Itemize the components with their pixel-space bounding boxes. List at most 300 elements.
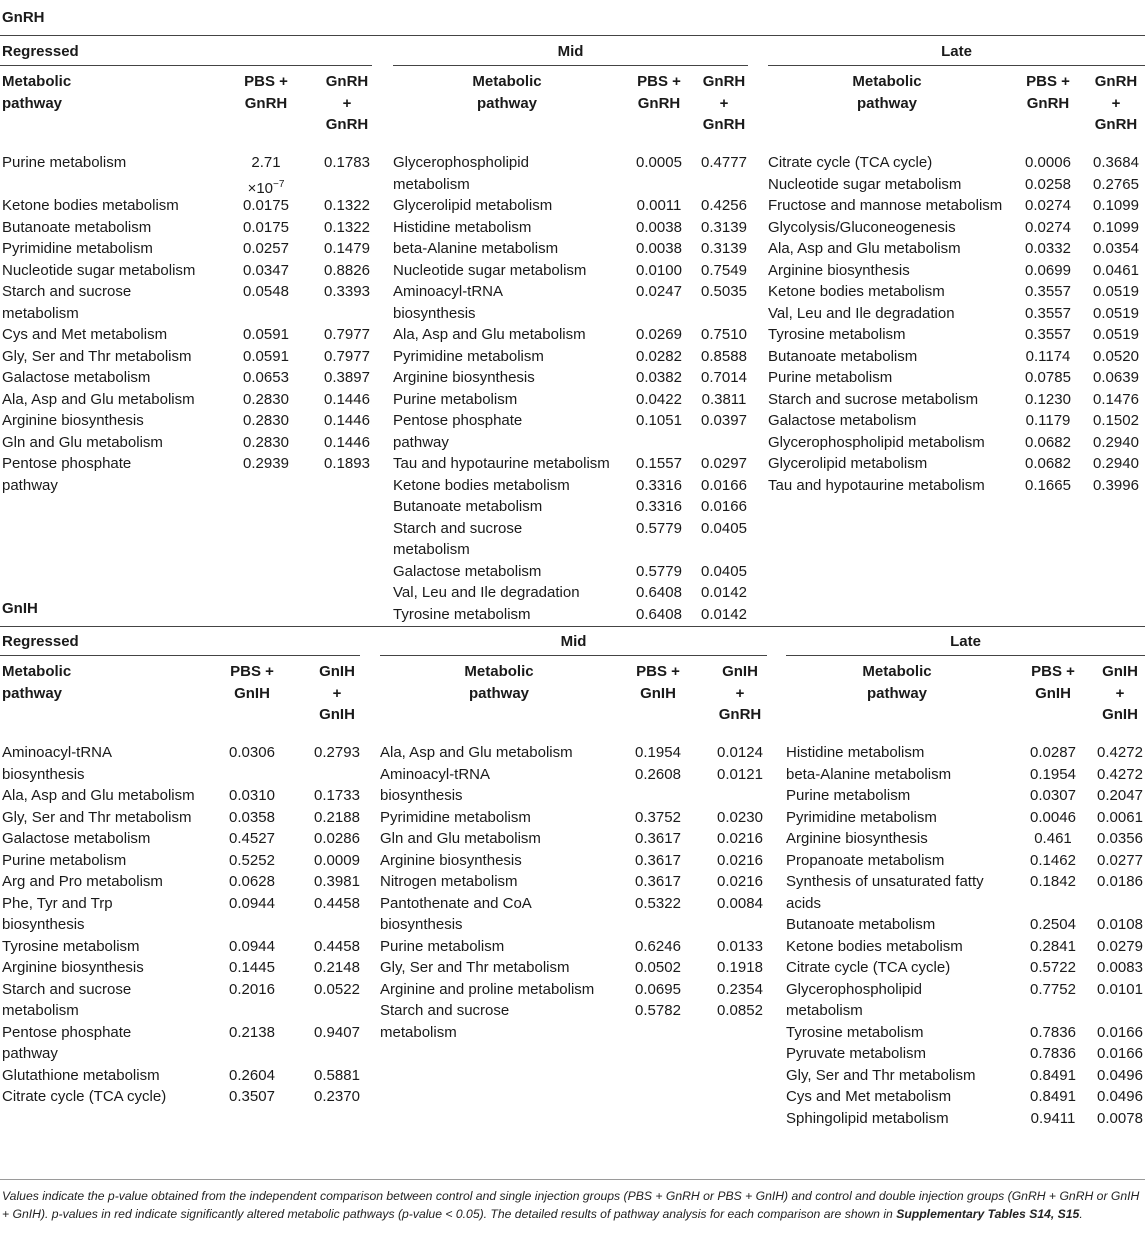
p-value-single: 0.3316 <box>636 498 682 515</box>
pathway-name: Aminoacyl-tRNA biosynthesis <box>380 765 491 804</box>
pathway-name: Galactose metabolism <box>2 369 151 386</box>
p-value-double: 0.1502 <box>1093 412 1139 429</box>
col-header-double-injection: GnIH + GnIH <box>319 663 355 723</box>
p-value-double: 0.0230 <box>717 808 763 826</box>
pathway-name: Glycerolipid metabolism <box>393 197 553 214</box>
p-value-double: 0.0216 <box>717 830 763 847</box>
col-header-pathway: Metabolic pathway <box>862 663 932 702</box>
pathway-name: Purine metabolism <box>393 390 518 408</box>
p-value-single: 0.0591 <box>243 347 289 365</box>
p-value-double: 0.4777 <box>701 154 747 171</box>
p-value-double: 0.1733 <box>314 787 360 804</box>
panel-rule <box>393 65 748 66</box>
col-header-single-injection: PBS + GnIH <box>230 663 274 702</box>
p-value-single: 0.1842 <box>1030 873 1076 890</box>
p-value-single: 0.1665 <box>1025 476 1071 494</box>
pathway-name: Butanoate metabolism <box>393 498 543 515</box>
pathway-name: Glycolysis/Gluconeogenesis <box>768 218 956 236</box>
p-value-single: 0.0502 <box>635 959 681 976</box>
pathway-name: Gly, Ser and Thr metabolism <box>380 959 570 976</box>
p-value-double: 0.0166 <box>701 476 747 494</box>
p-value-single: 0.9411 <box>1030 1109 1076 1127</box>
panel-title-gnrh-late: Late <box>941 43 972 60</box>
p-value-double: 0.1099 <box>1093 218 1139 236</box>
p-value-single: 0.1557 <box>636 455 682 472</box>
p-value-single: 0.2841 <box>1030 937 1076 955</box>
p-value-double: 0.3981 <box>314 873 360 890</box>
pathway-name: Phe, Tyr and Trp biosynthesis <box>2 894 113 933</box>
pathway-name: Pyrimidine metabolism <box>380 808 531 826</box>
pathway-name: Ala, Asp and Glu metabolism <box>393 326 586 343</box>
p-value-double: 0.1446 <box>324 390 370 408</box>
col-header-single-injection: PBS + GnRH <box>1026 73 1070 112</box>
pathway-name: beta-Alanine metabolism <box>393 240 559 257</box>
p-value-double: 0.0405 <box>701 519 747 537</box>
p-value-double: 0.0519 <box>1093 283 1139 300</box>
col-header-double-injection: GnRH + GnRH <box>325 73 369 133</box>
p-value-single: 0.3557 <box>1025 283 1071 300</box>
p-value-single: 0.0257 <box>243 240 289 257</box>
p-value-single: 0.0269 <box>636 326 682 343</box>
col-header-single-injection: PBS + GnIH <box>1031 663 1075 702</box>
pathway-name: Arginine biosynthesis <box>2 412 144 429</box>
pathway-name: Galactose metabolism <box>768 412 917 429</box>
p-value-single: 0.0011 <box>636 197 682 214</box>
p-value-single: 0.0247 <box>636 283 682 300</box>
pathway-name: Citrate cycle (TCA cycle) <box>786 959 951 976</box>
p-value-double: 0.0084 <box>717 894 763 912</box>
pathway-name: Arginine biosynthesis <box>786 830 928 847</box>
p-value-single: 0.0306 <box>229 744 275 761</box>
section-divider <box>0 626 1145 627</box>
p-value-single: 0.5782 <box>635 1002 681 1019</box>
panel-title-gnih-mid: Mid <box>560 633 587 650</box>
panel-rule <box>786 655 1145 656</box>
supplementary-tables-ref: Supplementary Tables S14, S15 <box>896 1206 1080 1221</box>
pathway-name: Starch and sucrose metabolism <box>380 1002 510 1041</box>
pathway-name: Nitrogen metabolism <box>380 873 518 890</box>
p-value-single: 0.0282 <box>636 347 682 365</box>
p-value-double: 0.1783 <box>324 154 370 171</box>
panel-rule <box>0 655 360 656</box>
p-value-double: 0.0520 <box>1093 347 1139 365</box>
p-value-single: 0.2830 <box>243 433 289 451</box>
p-value-single: 0.2138 <box>229 1023 275 1041</box>
p-value-single: 0.8491 <box>1030 1066 1076 1084</box>
p-value-single: 0.0175 <box>243 197 289 214</box>
section-title-gnrh: GnRH <box>2 9 45 26</box>
p-value-double: 0.7977 <box>324 347 370 365</box>
p-value-single: 0.0038 <box>636 218 682 236</box>
pathway-name: Ala, Asp and Glu metabolism <box>768 240 961 257</box>
p-value-single: 0.2830 <box>243 390 289 408</box>
p-value-double: 0.3996 <box>1093 476 1139 494</box>
pathway-name: Purine metabolism <box>2 851 127 869</box>
pathway-name: Glycerophospholipid metabolism <box>768 433 985 451</box>
p-value-double: 0.0354 <box>1093 240 1139 257</box>
p-value-single: 0.1051 <box>636 412 682 429</box>
p-value-single: 0.0422 <box>636 390 682 408</box>
pathway-name: Butanoate metabolism <box>768 347 918 365</box>
pathway-name: Arginine biosynthesis <box>393 369 535 386</box>
pathway-name: Arginine and proline metabolism <box>380 980 595 998</box>
p-value-single: 0.1174 <box>1025 347 1071 365</box>
pathway-name: Ketone bodies metabolism <box>768 283 945 300</box>
pathway-name: Galactose metabolism <box>2 830 151 847</box>
pathway-name: Glycerophospholipid metabolism <box>393 154 529 193</box>
p-value-single: 0.5779 <box>636 519 682 537</box>
pathway-name: Ala, Asp and Glu metabolism <box>2 390 195 408</box>
footnote-divider <box>0 1179 1145 1180</box>
pathway-name: Pyrimidine metabolism <box>393 347 544 365</box>
pathway-name: Fructose and mannose metabolism <box>768 197 1003 214</box>
pathway-name: Gln and Glu metabolism <box>2 433 163 451</box>
p-value-double: 0.0286 <box>314 830 360 847</box>
p-value-double: 0.2765 <box>1093 175 1139 193</box>
p-value-single: 0.0005 <box>636 154 682 171</box>
panel-rule <box>768 65 1145 66</box>
p-value-double: 0.0496 <box>1097 1066 1143 1084</box>
p-value-double: 0.1479 <box>324 240 370 257</box>
p-value-double: 0.1322 <box>324 218 370 236</box>
pathway-name: Butanoate metabolism <box>786 916 936 933</box>
p-value-single: 0.0175 <box>243 218 289 236</box>
p-value-double: 0.1446 <box>324 433 370 451</box>
pathway-name: Glycerolipid metabolism <box>768 455 928 472</box>
p-value-single: 0.0046 <box>1030 808 1076 826</box>
p-value-single: 0.2504 <box>1030 916 1076 933</box>
pathway-name: Nucleotide sugar metabolism <box>2 261 196 279</box>
panel-title-gnih-regressed: Regressed <box>2 633 79 650</box>
p-value-single: 0.3557 <box>1025 304 1071 322</box>
p-value-single: 0.2608 <box>635 765 681 783</box>
p-value-single: 0.1230 <box>1025 390 1071 408</box>
p-value-double: 0.0461 <box>1093 261 1139 279</box>
pathway-name: Glycerophospholipid metabolism <box>786 980 922 1019</box>
pathway-name: Tau and hypotaurine metabolism <box>393 455 610 472</box>
p-value-double: 0.1099 <box>1093 197 1139 214</box>
p-value-double: 0.0061 <box>1097 808 1143 826</box>
pathway-name: Tau and hypotaurine metabolism <box>768 476 985 494</box>
p-value-single: 0.1179 <box>1025 412 1071 429</box>
pathway-name: Gln and Glu metabolism <box>380 830 541 847</box>
p-value-single: 0.0038 <box>636 240 682 257</box>
p-value-single: 0.461 <box>1034 830 1072 847</box>
pathway-name: Ala, Asp and Glu metabolism <box>380 744 573 761</box>
col-header-pathway: Metabolic pathway <box>852 73 922 112</box>
panel-title-gnrh-regressed: Regressed <box>2 43 79 60</box>
p-value-single: 0.1445 <box>229 959 275 976</box>
pathway-name: Arg and Pro metabolism <box>2 873 163 890</box>
pathway-name: Pyrimidine metabolism <box>786 808 937 826</box>
p-value-double: 0.0124 <box>717 744 763 761</box>
col-header-pathway: Metabolic pathway <box>464 663 534 702</box>
p-value-single: 0.6408 <box>636 584 682 601</box>
p-value-single: 0.0258 <box>1025 175 1071 193</box>
pathway-name: Ketone bodies metabolism <box>786 937 963 955</box>
p-value-single: 0.2016 <box>229 980 275 998</box>
p-value-double: 0.3139 <box>701 218 747 236</box>
p-value-double: 0.2370 <box>314 1088 360 1105</box>
p-value-double: 0.3811 <box>701 390 747 408</box>
p-value-double: 0.0101 <box>1097 980 1143 998</box>
p-value-single: 0.3617 <box>635 873 681 890</box>
pathway-name: Synthesis of unsaturated fatty acids <box>786 873 984 912</box>
pathway-name: Gly, Ser and Thr metabolism <box>2 347 192 365</box>
panel-title-gnrh-mid: Mid <box>557 43 584 60</box>
p-value-double: 0.4256 <box>701 197 747 214</box>
p-value-single: 0.7836 <box>1030 1023 1076 1041</box>
pathway-name: Pentose phosphate pathway <box>393 412 523 451</box>
p-value-single: 0.3617 <box>635 830 681 847</box>
p-value-single: 0.1462 <box>1030 851 1076 869</box>
p-value-double: 0.0166 <box>1097 1045 1143 1062</box>
p-value-double: 0.9407 <box>314 1023 360 1041</box>
pathway-name: Pyruvate metabolism <box>786 1045 927 1062</box>
p-value-single: 0.0358 <box>229 808 275 826</box>
p-value-double: 0.7510 <box>701 326 747 343</box>
p-value-double: 0.0397 <box>701 412 747 429</box>
panel-rule <box>0 65 372 66</box>
pathway-name: Butanoate metabolism <box>2 218 152 236</box>
p-value-single: 0.1954 <box>635 744 681 761</box>
p-value-double: 0.4458 <box>314 937 360 955</box>
pathway-name: Pentose phosphate pathway <box>2 1023 132 1062</box>
col-header-double-injection: GnRH + GnRH <box>1094 73 1138 133</box>
p-value-single: 0.0695 <box>635 980 681 998</box>
p-value-single: 0.2830 <box>243 412 289 429</box>
p-value-double: 0.1322 <box>324 197 370 214</box>
pathway-name: Nucleotide sugar metabolism <box>768 175 962 193</box>
pathway-name: Purine metabolism <box>768 369 893 386</box>
p-value-single: 0.0006 <box>1025 154 1071 171</box>
p-value-double: 0.7014 <box>701 369 747 386</box>
p-value-single: 2.71 $\times 10^{-7}$ <box>247 154 285 197</box>
p-value-double: 0.2188 <box>314 808 360 826</box>
pathway-name: Tyrosine metabolism <box>393 605 531 623</box>
p-value-double: 0.4458 <box>314 894 360 912</box>
col-header-single-injection: PBS + GnRH <box>637 73 681 112</box>
p-value-single: 0.5722 <box>1030 959 1076 976</box>
p-value-single: 0.2939 <box>243 455 289 472</box>
col-header-double-injection: GnRH + GnRH <box>702 73 746 133</box>
p-value-double: 0.0356 <box>1097 830 1143 847</box>
pathway-name: Gly, Ser and Thr metabolism <box>786 1066 976 1084</box>
col-header-pathway: Metabolic pathway <box>2 73 72 112</box>
pathway-name: Cys and Met metabolism <box>786 1088 952 1105</box>
pathway-name: Tyrosine metabolism <box>786 1023 924 1041</box>
p-value-double: 0.0166 <box>1097 1023 1143 1041</box>
p-value-single: 0.0310 <box>229 787 275 804</box>
panel-rule <box>380 655 767 656</box>
pathway-name: Gly, Ser and Thr metabolism <box>2 808 192 826</box>
pathway-name: Pentose phosphate pathway <box>2 455 132 494</box>
p-value-double: 0.0277 <box>1097 851 1143 869</box>
p-value-single: 0.0274 <box>1025 218 1071 236</box>
col-header-single-injection: PBS + GnRH <box>244 73 288 112</box>
p-value-single: 0.0628 <box>229 873 275 890</box>
pathway-name: Citrate cycle (TCA cycle) <box>2 1088 167 1105</box>
p-value-double: 0.1893 <box>324 455 370 472</box>
pathway-name: Val, Leu and Ile degradation <box>768 304 955 322</box>
p-value-double: 0.2940 <box>1093 433 1139 451</box>
p-value-single: 0.0944 <box>229 937 275 955</box>
p-value-double: 0.1446 <box>324 412 370 429</box>
p-value-double: 0.8588 <box>701 347 747 365</box>
col-header-double-injection: GnIH + GnIH <box>1102 663 1138 723</box>
p-value-single: 0.6246 <box>635 937 681 955</box>
p-value-double: 0.4272 <box>1097 744 1143 761</box>
p-value-double: 0.3139 <box>701 240 747 257</box>
p-value-double: 0.2354 <box>717 980 763 998</box>
p-value-double: 0.0519 <box>1093 326 1139 343</box>
p-value-single: 0.0100 <box>636 261 682 279</box>
p-value-single: 0.0699 <box>1025 261 1071 279</box>
p-value-single: 0.0682 <box>1025 455 1071 472</box>
pathway-name: Glutathione metabolism <box>2 1066 160 1084</box>
p-value-single: 0.4527 <box>229 830 275 847</box>
col-header-double-injection: GnIH + GnRH <box>718 663 762 723</box>
pathway-name: Pantothenate and CoA biosynthesis <box>380 894 532 933</box>
pathway-name: Pyrimidine metabolism <box>2 240 153 257</box>
p-value-double: 0.0078 <box>1097 1109 1143 1127</box>
p-value-single: 0.0382 <box>636 369 682 386</box>
pathway-name: Sphingolipid metabolism <box>786 1109 949 1127</box>
p-value-single: 0.3752 <box>635 808 681 826</box>
p-value-double: 0.8826 <box>324 261 370 279</box>
pathway-name: Citrate cycle (TCA cycle) <box>768 154 933 171</box>
section-divider <box>0 35 1145 36</box>
p-value-single: 0.2604 <box>229 1066 275 1084</box>
p-value-single: 0.0653 <box>243 369 289 386</box>
pathway-name: Ketone bodies metabolism <box>2 197 179 214</box>
p-value-double: 0.5881 <box>314 1066 360 1084</box>
pathway-name: Propanoate metabolism <box>786 851 945 869</box>
col-header-pathway: Metabolic pathway <box>472 73 542 112</box>
p-value-single: 0.7752 <box>1030 980 1076 998</box>
pathway-name: Arginine biosynthesis <box>768 261 910 279</box>
p-value-double: 0.2793 <box>314 744 360 761</box>
panel-title-gnih-late: Late <box>950 633 981 650</box>
p-value-single: 0.3316 <box>636 476 682 494</box>
p-value-double: 0.2940 <box>1093 455 1139 472</box>
p-value-double: 0.0108 <box>1097 916 1143 933</box>
p-value-double: 0.0142 <box>701 584 747 601</box>
p-value-double: 0.0121 <box>717 765 763 783</box>
p-value-double: 0.0166 <box>701 498 747 515</box>
p-value-single: 0.8491 <box>1030 1088 1076 1105</box>
pathway-name: Galactose metabolism <box>393 562 542 580</box>
p-value-double: 0.4272 <box>1097 765 1143 783</box>
p-value-double: 0.1918 <box>717 959 763 976</box>
pathway-name: Arginine biosynthesis <box>2 959 144 976</box>
pathway-name: Starch and sucrose metabolism <box>768 390 979 408</box>
pathway-name: Histidine metabolism <box>786 744 925 761</box>
p-value-double: 0.3684 <box>1093 154 1139 171</box>
pathway-name: Aminoacyl-tRNA biosynthesis <box>393 283 504 322</box>
p-value-double: 0.0186 <box>1097 873 1143 890</box>
pathway-name: Tyrosine metabolism <box>768 326 906 343</box>
p-value-double: 0.3393 <box>324 283 370 300</box>
p-value-single: 0.0347 <box>243 261 289 279</box>
pathway-name: Purine metabolism <box>786 787 911 804</box>
pathway-name: Val, Leu and Ile degradation <box>393 584 580 601</box>
p-value-single: 0.3557 <box>1025 326 1071 343</box>
pathway-name: Purine metabolism <box>380 937 505 955</box>
pathway-name: Starch and sucrose metabolism <box>393 519 523 558</box>
pathway-name: Nucleotide sugar metabolism <box>393 261 587 279</box>
pathway-name: Starch and sucrose metabolism <box>2 980 132 1019</box>
pathway-name: Histidine metabolism <box>393 218 532 236</box>
p-value-single: 0.5322 <box>635 894 681 912</box>
p-value-double: 0.0519 <box>1093 304 1139 322</box>
p-value-single: 0.0332 <box>1025 240 1071 257</box>
section-title-gnih: GnIH <box>2 600 38 617</box>
p-value-single: 0.5252 <box>229 851 275 869</box>
p-value-double: 0.0405 <box>701 562 747 580</box>
table-footnote <box>2 1188 1142 1223</box>
p-value-double: 0.0852 <box>717 1002 763 1019</box>
pathway-name: Ketone bodies metabolism <box>393 476 570 494</box>
p-value-single: 0.0287 <box>1030 744 1076 761</box>
p-value-double: 0.0496 <box>1097 1088 1143 1105</box>
p-value-single: 0.0944 <box>229 894 275 912</box>
pathway-name: Cys and Met metabolism <box>2 326 168 343</box>
p-value-double: 0.1476 <box>1093 390 1139 408</box>
p-value-double: 0.0083 <box>1097 959 1143 976</box>
p-value-double: 0.0639 <box>1093 369 1139 386</box>
p-value-single: 0.0591 <box>243 326 289 343</box>
col-header-single-injection: PBS + GnIH <box>636 663 680 702</box>
p-value-double: 0.0297 <box>701 455 747 472</box>
p-value-double: 0.7977 <box>324 326 370 343</box>
pathway-name: beta-Alanine metabolism <box>786 765 952 783</box>
p-value-single: 0.0274 <box>1025 197 1071 214</box>
pathway-name: Arginine biosynthesis <box>380 851 522 869</box>
footnote-text: Values indicate the p-value obtained from the independent comparison between control and single injection groups (PBS + GnRH or PBS + GnIH) and control and double injection groups (GnRH + GnRH or GnIH + GnIH). p-values in red indicate significantly altered metabolic pathways (p-value < 0.05). The detailed results of pathway analysis for each comparison are shown in <box>2 1189 1140 1221</box>
p-value-single: 0.0548 <box>243 283 289 300</box>
p-value-double: 0.0216 <box>717 873 763 890</box>
p-value-double: 0.2047 <box>1097 787 1143 804</box>
p-value-single: 0.0307 <box>1030 787 1076 804</box>
pathway-name: Aminoacyl-tRNA biosynthesis <box>2 744 113 783</box>
p-value-double: 0.0216 <box>717 851 763 869</box>
p-value-double: 0.0522 <box>314 980 360 998</box>
p-value-double: 0.0142 <box>701 605 747 623</box>
pathway-name: Ala, Asp and Glu metabolism <box>2 787 195 804</box>
pathway-name: Tyrosine metabolism <box>2 937 140 955</box>
p-value-double: 0.3897 <box>324 369 370 386</box>
p-value-single: 0.0682 <box>1025 433 1071 451</box>
p-value-single: 0.3507 <box>229 1088 275 1105</box>
pathway-name: Purine metabolism <box>2 154 127 171</box>
p-value-single: 0.5779 <box>636 562 682 580</box>
p-value-single: 0.3617 <box>635 851 681 869</box>
p-value-double: 0.7549 <box>701 261 747 279</box>
pathway-name: Starch and sucrose metabolism <box>2 283 132 322</box>
p-value-double: 0.5035 <box>701 283 747 300</box>
p-value-double: 0.2148 <box>314 959 360 976</box>
p-value-double: 0.0009 <box>314 851 360 869</box>
p-value-double: 0.0279 <box>1097 937 1143 955</box>
p-value-single: 0.0785 <box>1025 369 1071 386</box>
p-value-single: 0.7836 <box>1030 1045 1076 1062</box>
p-value-double: 0.0133 <box>717 937 763 955</box>
p-value-single: 0.1954 <box>1030 765 1076 783</box>
footnote-end: . <box>1079 1206 1083 1221</box>
p-value-single: 0.6408 <box>636 605 682 623</box>
col-header-pathway: Metabolic pathway <box>2 663 72 702</box>
